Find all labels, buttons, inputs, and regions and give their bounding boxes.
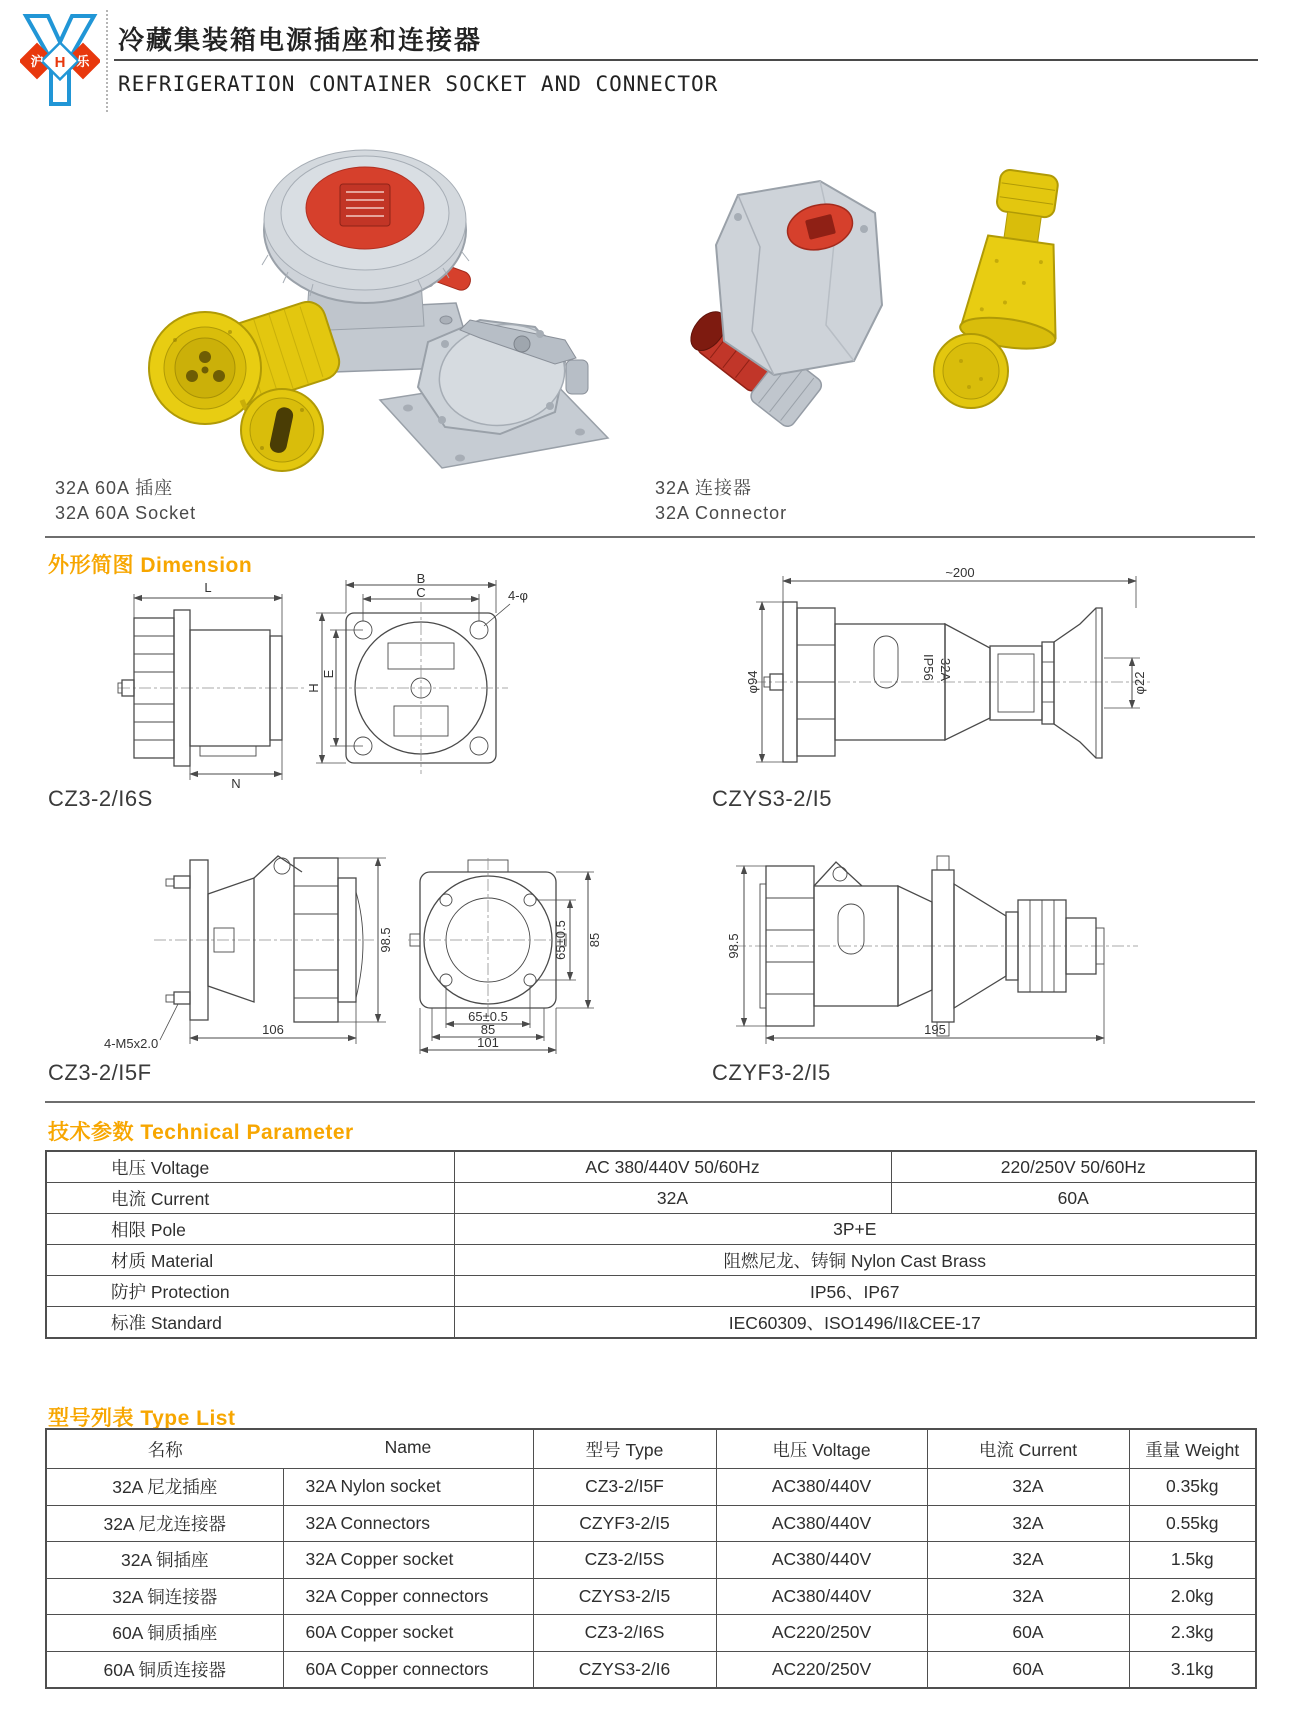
right-caption-en: 32A Connector (655, 503, 788, 523)
dim-label-b1: 65±0.5 (468, 1009, 508, 1024)
param-value: AC 380/440V 50/60Hz (454, 1151, 891, 1183)
cell-name-cn: 32A 铜连接器 (46, 1578, 283, 1615)
param-label-pole: 相限 Pole (46, 1214, 454, 1245)
cell-name-cn: 32A 尼龙连接器 (46, 1505, 283, 1542)
table-row (46, 1651, 1256, 1688)
table-row (46, 1542, 1256, 1579)
dim-label-height-d3: 98.5 (378, 927, 393, 953)
technical-parameter-table (45, 1150, 1257, 1339)
table-row (46, 1469, 1256, 1506)
header-cell-name (46, 1429, 533, 1469)
model-label-cz3-2-i5f: CZ3-2/I5F (48, 1060, 152, 1085)
dim-label-L: L (204, 580, 212, 595)
dim-label-b3: 101 (477, 1035, 499, 1050)
param-value: 3P+E (454, 1214, 1256, 1245)
table-row (46, 1276, 1256, 1307)
cell-name-cn: 32A 铜插座 (46, 1542, 283, 1579)
typelist-section-heading: 型号列表 Type List (48, 1407, 236, 1430)
cell-name-en: 32A Copper socket (283, 1542, 533, 1579)
svg-text:H: H (54, 54, 66, 71)
cell-current: 32A (927, 1469, 1129, 1506)
cell-weight: 1.5kg (1129, 1542, 1256, 1579)
section-divider (45, 1101, 1255, 1103)
model-label-czys3-2-i5: CZYS3-2/I5 (712, 786, 832, 811)
cell-current: 32A (927, 1542, 1129, 1579)
param-value: IP56、IP67 (454, 1276, 1256, 1307)
param-value: 60A (891, 1183, 1256, 1214)
param-label-material: 材质 Material (46, 1245, 454, 1276)
table-row (46, 1307, 1256, 1339)
cell-weight: 0.55kg (1129, 1505, 1256, 1542)
header-cell-type: 型号 Type (533, 1429, 716, 1469)
left-caption-cn: 32A 60A 插座 (55, 478, 174, 498)
cell-weight: 3.1kg (1129, 1651, 1256, 1688)
dim-label-screws: 4-M5x2.0 (104, 1036, 159, 1051)
cell-name-cn: 32A 尼龙插座 (46, 1469, 283, 1506)
page-title-cn: 冷藏集装箱电源插座和连接器 (118, 25, 483, 55)
cell-type: CZYS3-2/I6 (533, 1651, 716, 1688)
table-row (46, 1578, 1256, 1615)
type-list-table (45, 1428, 1257, 1689)
header-cell-current: 电流 Current (927, 1429, 1129, 1469)
cell-name-en: 60A Copper connectors (283, 1651, 533, 1688)
company-logo-icon (20, 12, 100, 110)
cell-name-cn: 60A 铜质插座 (46, 1615, 283, 1652)
cell-name-cn: 60A 铜质连接器 (46, 1651, 283, 1688)
header-cell-voltage: 电压 Voltage (716, 1429, 927, 1469)
table-row (46, 1183, 1256, 1214)
cell-name-en: 60A Copper socket (283, 1615, 533, 1652)
param-label-standard: 标准 Standard (46, 1307, 454, 1339)
dim-label-length: ~200 (945, 566, 975, 580)
dim-label-width-d3: 106 (262, 1022, 284, 1037)
param-value: 32A (454, 1183, 891, 1214)
param-value: 阻燃尼龙、铸铜 Nylon Cast Brass (454, 1245, 1256, 1276)
cell-name-en: 32A Connectors (283, 1505, 533, 1542)
drawing-body-amp-label: 32A (938, 658, 953, 682)
dim-label-B: B (416, 574, 426, 586)
cell-current: 32A (927, 1578, 1129, 1615)
header-rule (114, 59, 1258, 61)
cell-weight: 0.35kg (1129, 1469, 1256, 1506)
technical-drawing-cz3-2-i5f (102, 832, 606, 1058)
table-row (46, 1245, 1256, 1276)
cell-voltage: AC220/250V (716, 1651, 927, 1688)
table-row (46, 1214, 1256, 1245)
tech-section-heading: 技术参数 Technical Parameter (48, 1121, 354, 1144)
technical-drawing-czyf3-2-i5 (718, 836, 1158, 1052)
model-label-czyf3-2-i5: CZYF3-2/I5 (712, 1060, 831, 1085)
table-header-row (46, 1429, 1256, 1469)
header-cell-weight: 重量 Weight (1129, 1429, 1256, 1469)
dim-label-H: H (306, 683, 321, 693)
technical-drawing-czys3-2-i5 (728, 566, 1160, 774)
param-label-voltage: 电压 Voltage (46, 1151, 454, 1183)
cell-type: CZ3-2/I5F (533, 1469, 716, 1506)
cell-voltage: AC380/440V (716, 1542, 927, 1579)
dim-label-height-d4: 98.5 (726, 933, 741, 959)
param-value: 220/250V 50/60Hz (891, 1151, 1256, 1183)
dim-label-v-outer: 85 (587, 932, 602, 948)
dim-label-C: C (416, 585, 426, 600)
cell-weight: 2.0kg (1129, 1578, 1256, 1615)
cell-current: 32A (927, 1505, 1129, 1542)
dim-label-dia-body: φ94 (745, 670, 760, 694)
cell-weight: 2.3kg (1129, 1615, 1256, 1652)
cell-voltage: AC220/250V (716, 1615, 927, 1652)
cell-voltage: AC380/440V (716, 1469, 927, 1506)
cell-name-en: 32A Nylon socket (283, 1469, 533, 1506)
cell-type: CZYF3-2/I5 (533, 1505, 716, 1542)
right-caption-cn: 32A 连接器 (655, 478, 753, 498)
cell-type: CZ3-2/I6S (533, 1615, 716, 1652)
header-divider-dotted (106, 10, 108, 112)
param-value: IEC60309、ISO1496/II&CEE-17 (454, 1307, 1256, 1339)
dim-label-holes: 4-φ (508, 588, 528, 603)
dim-label-dia-end: φ22 (1132, 671, 1147, 695)
table-row (46, 1615, 1256, 1652)
param-label-current: 电流 Current (46, 1183, 454, 1214)
svg-text:乐: 乐 (76, 54, 90, 69)
cell-type: CZYS3-2/I5 (533, 1578, 716, 1615)
cell-voltage: AC380/440V (716, 1505, 927, 1542)
cell-current: 60A (927, 1651, 1129, 1688)
model-label-cz3-2-i6s: CZ3-2/I6S (48, 786, 153, 811)
cell-type: CZ3-2/I5S (533, 1542, 716, 1579)
dim-label-width-d4: 195 (924, 1022, 946, 1037)
dim-label-E: E (321, 669, 336, 679)
dim-label-b2: 85 (480, 1022, 496, 1037)
dimension-section-heading: 外形简图 Dimension (48, 554, 253, 577)
cell-voltage: AC380/440V (716, 1578, 927, 1615)
section-divider (45, 536, 1255, 538)
table-row (46, 1505, 1256, 1542)
left-caption-en: 32A 60A Socket (55, 503, 197, 523)
header-name-en: Name (384, 1436, 432, 1457)
cell-current: 60A (927, 1615, 1129, 1652)
photo-gray-connector-red-end (668, 155, 913, 445)
page-title-en: REFRIGERATION CONTAINER SOCKET AND CONNECTOR (118, 72, 719, 96)
photo-yellow-plug-with-cap (925, 165, 1110, 413)
dim-label-N: N (231, 776, 241, 790)
param-label-protection: 防护 Protection (46, 1276, 454, 1307)
drawing-body-ip-label: IP56 (921, 654, 936, 681)
cell-name-en: 32A Copper connectors (283, 1578, 533, 1615)
technical-drawing-cz3-2-i6s (116, 574, 548, 790)
dim-label-v-inner: 65±0.5 (553, 920, 568, 960)
table-row (46, 1151, 1256, 1183)
header-name-cn: 名称 (147, 1439, 183, 1460)
svg-text:沪: 沪 (30, 54, 44, 69)
photo-metal-socket-with-lid (350, 282, 645, 480)
